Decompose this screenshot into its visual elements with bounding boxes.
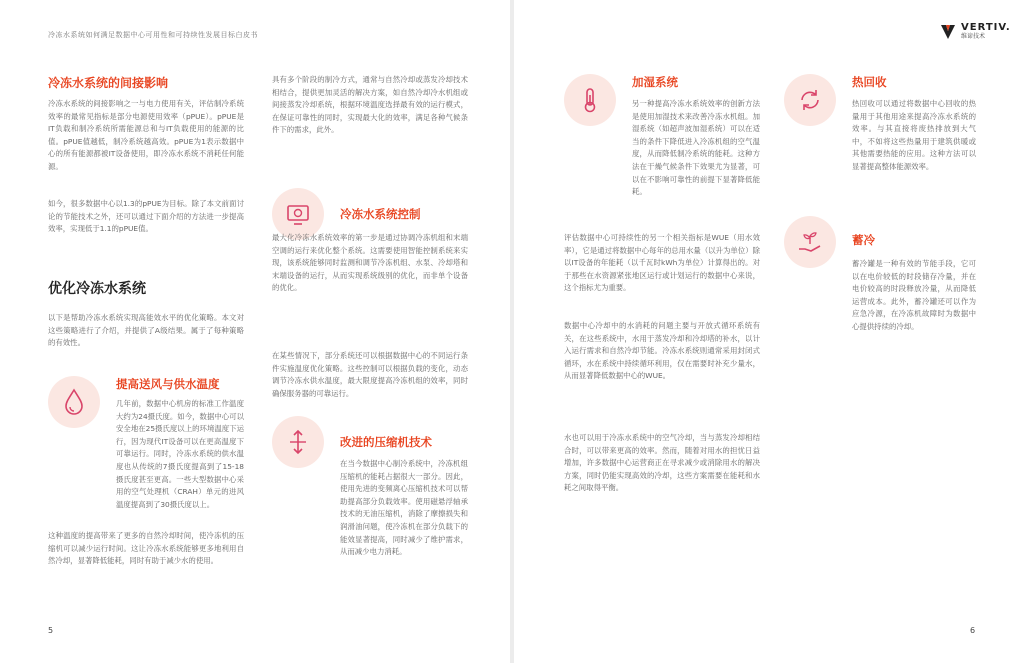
- paragraph: 如今，很多数据中心以1.3的pPUE为目标。除了本文前面讨论的节能技术之外，还可以通过下面介绍的方法进一步提高效率，实现低于1.1的pPUE值。: [48, 199, 244, 234]
- vertiv-logo: [941, 22, 1011, 41]
- paragraph: 在某些情况下，部分系统还可以根据数据中心的不同运行条件实施温度优化策略。这些控制可以根据负载的变化，动态调节冷冻水供水温度，最大限度提高冷冻机组的效率，同时确保服务器的可靠运行。: [272, 351, 468, 398]
- thermometer-icon: [564, 74, 616, 126]
- compressor-arrows-icon: [272, 416, 324, 468]
- vertiv-logo-icon: [941, 25, 955, 39]
- brand-name: VERTIV.: [961, 22, 1011, 33]
- paragraph: 蓄冷罐是一种有效的节能手段，它可以在电价较低的时段储存冷量，并在电价较高的时段释放冷量，从而降低运营成本。此外，蓄冷罐还可以作为应急冷源，在冷冻机故障时为数据中心提供持续的冷却。: [852, 259, 976, 331]
- paragraph: 评估数据中心可持续性的另一个相关指标是WUE（用水效率），它是通过将数据中心每年的总用水量（以升为单位）除以IT设备的年能耗（以千瓦时kWh为单位）计算得出的。对于那些在水资源紧张地区运行或计划运行的数据中心来说，这个指标尤为重要。: [564, 233, 760, 293]
- water-drop-icon: [48, 376, 100, 428]
- section-title-raise-temp: 提高送风与供水温度: [116, 377, 220, 391]
- brand-cn: 维谛技术: [961, 33, 986, 40]
- paragraph: 冷冻水系统的间接影响之一与电力使用有关，评估制冷系统效率的最常见指标是部分电源使用效率（pPUE）。pPUE是IT负载和制冷系统所需能源总和与IT负载使用的能源的比值。pPUE值越低，制冷系统越高效。pPUE为1表示数据中心的所有能源都被IT设备使用，即冷冻水系统不消耗任何能源。: [48, 99, 244, 171]
- paragraph: 最大化冷冻水系统效率的第一步是通过协调冷冻机组和末端空调的运行来优化整个系统。这需要使用智能控制系统来实现，该系统能够同时监测和调节冷冻机组、水泵、冷却塔和末端设备的运行，从而实现系统级别的优化，而非单个设备的优化。: [272, 233, 468, 293]
- section-title-indirect-impact: 冷冻水系统的间接影响: [48, 76, 169, 90]
- paragraph: 以下是帮助冷冻水系统实现高能效水平的优化策略。本文对这些策略进行了介绍，并提供了A级结果。属于了每种策略的有效性。: [48, 313, 244, 348]
- paragraph: 具有多个阶段的制冷方式，通常与自然冷却或蒸发冷却技术相结合，提供更加灵活的解决方案，如自然冷却冷水机组或间接蒸发冷却系统，根据环境温度选择最有效的运行模式，在保证可靠性的同时，实现最大化的效率，满足各种气候条件下的需求，此外。: [272, 75, 468, 135]
- heat-recovery-icon: [784, 74, 836, 126]
- page-gutter: [510, 0, 514, 663]
- paragraph: 几年前，数据中心机房的标准工作温度大约为24摄氏度。如今，数据中心可以安全地在25摄氏度以上的环境温度下运行，因为现代IT设备可以在更高温度下可靠运行。同时，冷冻水系统的供水温度也从传统的7摄氏度提高到了15-18摄氏度甚至更高。一些大型数据中心采用的空气处理机（CRAH）单元的进风温度提高到了30摄氏度以上。: [116, 399, 244, 509]
- section-title-heat-recovery: 热回收: [852, 75, 887, 89]
- section-title-compressor: 改进的压缩机技术: [340, 435, 432, 449]
- paragraph: 这种温度的提高带来了更多的自然冷却时间，使冷冻机的压缩机可以减少运行时间。这让冷冻水系统能够更多地利用自然冷却，显著降低能耗，同时有助于减少水的使用。: [48, 531, 244, 566]
- paragraph: 数据中心冷却中的水消耗的问题主要与开放式循环系统有关，在这些系统中，水用于蒸发冷却和冷却塔的补水，以计入运行需求和自然冷却节能。冷冻水系统则通常采用封闭式循环，水在系统中持续循环利用，仅在需要时补充少量水，从而显著降低数据中心的WUE。: [564, 321, 760, 381]
- hand-plant-icon: [784, 216, 836, 268]
- section-title-optimize: 优化冷冻水系统: [48, 281, 146, 297]
- section-title-storage: 蓄冷: [852, 233, 875, 247]
- paragraph: 水也可以用于冷冻水系统中的空气冷却，当与蒸发冷却相结合时，可以带来更高的效率。然而，随着对用水的担忧日益增加，许多数据中心运营商正在寻求减少或消除用水的解决方案，同时仍能实现高效的冷却，这些方案需要在能耗和水耗之间取得平衡。: [564, 433, 760, 493]
- running-header: 冷冻水系统如何满足数据中心可用性和可持续性发展目标白皮书: [48, 31, 258, 39]
- paragraph: 热回收可以通过将数据中心回收的热量用于其他用途来提高冷冻水系统的效率。与其直接将废热排放到大气中，不如将这些热量用于建筑供暖或其他需要热能的应用。这种方法可以显著提高整体能源效率。: [852, 99, 976, 171]
- paragraph: 在当今数据中心制冷系统中，冷冻机组压缩机的能耗占据很大一部分。因此，使用先进的变频离心压缩机技术可以帮助提高部分负载效率。使用磁悬浮轴承技术的无油压缩机，消除了摩擦损失和润滑油问题，使冷冻机在部分负载下的能效显著提高，同时减少了维护需求，从而减少电力消耗。: [340, 459, 468, 557]
- paragraph: 另一种提高冷冻水系统效率的创新方法是使用加湿技术来改善冷冻水机组。加湿系统（如超声波加湿系统）可以在适当的条件下降低进入冷冻机组的空气温度，从而降低制冷系统的能耗。这种方法在干燥气候条件下效果尤为显著，可以在不影响可靠性的前提下显著降低能耗。: [632, 99, 760, 197]
- page-number-right: 6: [970, 626, 976, 635]
- section-title-humidification: 加湿系统: [632, 75, 678, 89]
- page-number-left: 5: [48, 626, 54, 635]
- section-title-control: 冷冻水系统控制: [340, 207, 421, 221]
